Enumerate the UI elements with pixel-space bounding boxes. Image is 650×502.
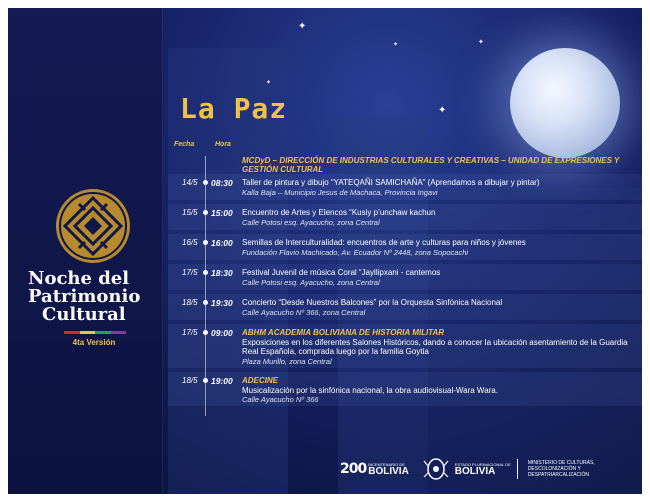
stripe-segment bbox=[80, 331, 96, 334]
event-title: Festival Juvenil de música Coral “Jayllipxani - cantemos bbox=[242, 268, 441, 277]
event-date: 18/5 bbox=[182, 376, 198, 385]
brand-line-3: Cultural bbox=[42, 304, 126, 325]
event-brand-title bbox=[28, 270, 158, 324]
event-place: Fundación Flavio Machicado, Av. Ecuador Nº 2448, zona Sopocachi bbox=[242, 248, 469, 257]
event-title: Concierto “Desde Nuestros Balcones” por la Orquesta Sinfónica Nacional bbox=[242, 298, 503, 307]
timeline-dot bbox=[203, 210, 208, 215]
event-title: Musicalización por la sinfónica nacional, la obra audiovisual-Wara Wara. bbox=[242, 386, 498, 395]
event-place: Calle Ayacucho Nº 366, zona Central bbox=[242, 308, 366, 317]
event-time: 19:00 bbox=[211, 376, 233, 386]
brand-line-2: Patrimonio bbox=[28, 286, 141, 307]
date-column-header: Fecha bbox=[174, 141, 195, 148]
event-time: 08:30 bbox=[211, 178, 233, 188]
organizer-heading: ABHM ACADEMIA BOLIVIANA DE HISTORIA MILITAR bbox=[242, 328, 445, 337]
sponsor-footer bbox=[340, 455, 624, 483]
event-date: 18/5 bbox=[182, 298, 198, 307]
event-date: 17/5 bbox=[182, 268, 198, 277]
star-icon: ✦ bbox=[438, 105, 447, 116]
stripe-segment bbox=[64, 331, 80, 334]
event-time: 18:30 bbox=[211, 268, 233, 278]
event-time: 19:30 bbox=[211, 298, 233, 308]
brand-line-1: Noche del bbox=[28, 268, 130, 289]
event-place: Calle Potosi esq. Ayacucho, zona Central bbox=[242, 218, 380, 227]
event-date: 15/5 bbox=[182, 208, 198, 217]
star-icon: ✦ bbox=[266, 80, 272, 86]
bicentenario-small-text: BICENTENARIO DE bbox=[368, 461, 405, 467]
estado-small-text: ESTADO PLURINACIONAL DE bbox=[454, 461, 511, 467]
star-icon: ✦ bbox=[478, 39, 484, 46]
event-place: Calle Potosi esq. Ayacucho, zona Central bbox=[242, 278, 380, 287]
star-icon: ✦ bbox=[298, 21, 307, 32]
bicentenario-number: 200 bbox=[340, 461, 367, 477]
event-date: 16/5 bbox=[182, 238, 198, 247]
event-time: 16:00 bbox=[211, 238, 233, 248]
bicentenario-logo bbox=[340, 461, 409, 477]
event-place: Plaza Murillo, zona Central bbox=[242, 357, 332, 366]
event-date: 17/5 bbox=[182, 328, 198, 337]
star-icon: ✦ bbox=[393, 42, 399, 48]
andean-pattern-emblem bbox=[55, 188, 131, 264]
event-title: Encuentro de Artes y Elencos “Kusiy p’unchaw kachun bbox=[242, 208, 436, 217]
event-time: 15:00 bbox=[211, 208, 233, 218]
full-moon bbox=[510, 48, 620, 158]
timeline-dot bbox=[203, 240, 208, 245]
event-place: Calle Ayacucho Nº 366 bbox=[242, 395, 319, 404]
event-title: Semillas de Interculturalidad: encuentros de arte y culturas para niños y jóvenes bbox=[242, 238, 526, 247]
stripe-segment bbox=[95, 331, 111, 334]
time-column-header: Hora bbox=[215, 141, 231, 148]
event-title: Exposiciones en los diferentes Salones Históricos, dando a conocer la ubicación asentamiento de la Guardia Real Española, comprada luego por la familia Goytia bbox=[242, 338, 628, 356]
timeline-dot bbox=[203, 180, 208, 185]
city-title: La Paz bbox=[180, 92, 288, 125]
poster bbox=[8, 8, 642, 494]
footer-divider bbox=[517, 459, 518, 479]
bolivia-coat-of-arms-icon bbox=[421, 455, 451, 483]
organizer-heading: MCDyD – DIRECCIÓN DE INDUSTRIAS CULTURALES Y CREATIVAS – UNIDAD DE EXPRESIONES Y GESTIÓN CULTURAL bbox=[242, 156, 620, 174]
organizer-heading: ADECINE bbox=[242, 376, 279, 385]
bicentenario-big-text: BOLIVIA bbox=[368, 465, 409, 477]
timeline-dot bbox=[203, 378, 208, 383]
estado-big-text: BOLIVIA bbox=[454, 465, 496, 477]
event-date: 14/5 bbox=[182, 178, 198, 187]
stripe-segment bbox=[111, 331, 127, 334]
version-label: 4ta Versión bbox=[72, 338, 116, 347]
timeline-dot bbox=[203, 270, 208, 275]
timeline-dot bbox=[203, 300, 208, 305]
event-place: Kalla Baja – Municipio Jesus de Machaca, Provincia Ingavi bbox=[242, 188, 438, 197]
timeline-dot bbox=[203, 330, 208, 335]
event-time: 09:00 bbox=[211, 328, 233, 338]
color-stripe bbox=[64, 331, 126, 334]
ministry-name: MINISTERIO DE CULTURAS, DESCOLONIZACIÓN Y DESPATRIARCALIZACIÓN bbox=[527, 460, 595, 478]
event-title: Taller de pintura y dibujo “YATEQAÑI SAMICHAÑA” (Aprendamos a dibujar y pintar) bbox=[242, 178, 540, 187]
